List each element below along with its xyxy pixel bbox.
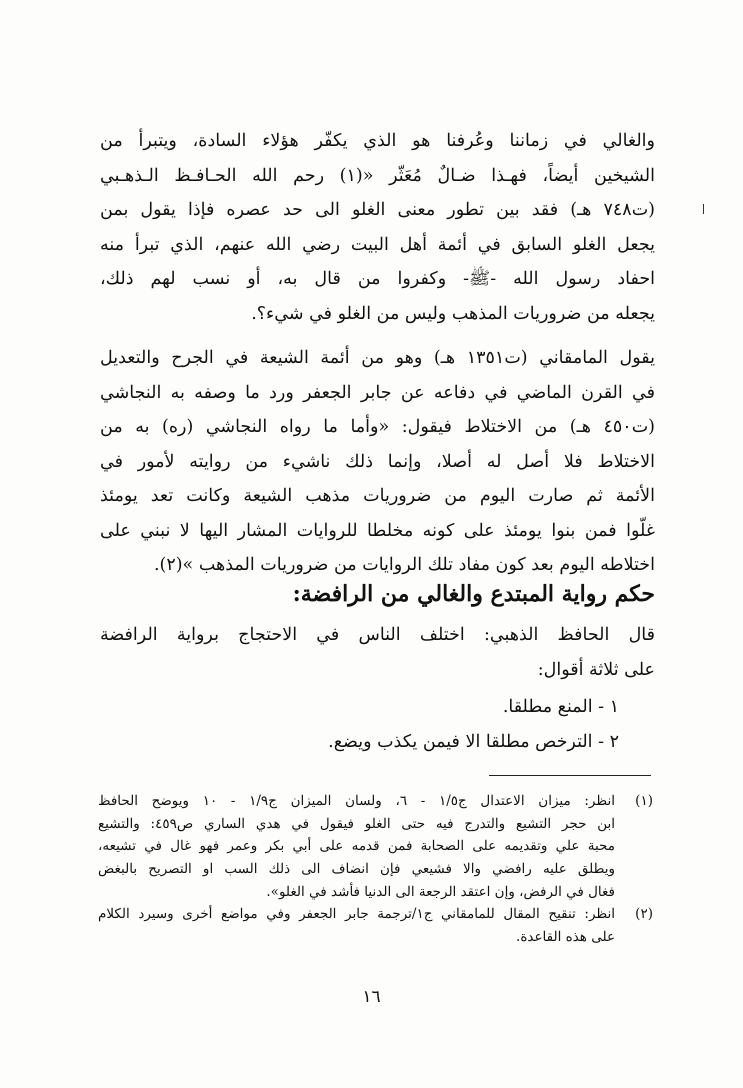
paragraph-line: الشيخين أيضاً، فهـذا ضـالٌ مُعَثّر «(١) رحم الله الحـافـظ الـذهـبي <box>100 165 655 186</box>
footnote-line: محبة علي وتقديمه على الصحابة فمن قدمه على أبي بكر وعمر فهو غال في تشيعه، <box>98 838 615 855</box>
paragraph-line: في القرن الماضي في دفاعه عن جابر الجعفر ورد ما وصفه به النجاشي <box>100 382 655 403</box>
footnote-2 <box>98 903 653 948</box>
paragraph-line: الأئمة ثم صارت اليوم من ضروريات مذهب الشيعة وكانت تعد يومئذ <box>100 486 655 506</box>
footnote-line: على هذه القاعدة. <box>516 929 615 946</box>
paragraph-line: احفاد رسول الله -ﷺ- وكفروا من قال به، أو نسب لهم ذلك، <box>100 269 655 289</box>
footnote-marker: (١) <box>635 793 653 809</box>
section-heading: حكم رواية المبتدع والغالي من الرافضة: <box>292 581 655 607</box>
opinions-list <box>100 690 655 759</box>
footnote-separator <box>489 775 651 776</box>
paragraph-line: الاختلاط فلا أصل له أصلا، وإنما ذلك ناشيء من روايته لأمور في <box>100 451 655 472</box>
footnote-line: ابن حجر التشيع والتدرج فيه حتى الغلو فيقول في هدي الساري ص٤٥٩: والتشيع <box>98 815 615 832</box>
list-item: ٢ - الترخص مطلقا الا فيمن يكذب ويضع. <box>328 731 619 752</box>
footnote-1 <box>98 790 653 903</box>
paragraph-2 <box>100 341 655 583</box>
page-number: ١٦ <box>362 987 381 1007</box>
paragraph-line: (ت٧٤٨ هـ) فقد بين تطور معنى الغلو الى حد عصره فإذا يقول بمن <box>100 200 655 220</box>
paragraph-line: قال الحافظ الذهبي: اختلف الناس في الاحتجاج برواية الرافضة <box>100 625 655 645</box>
paragraph-line: غلّوا فمن بنوا يومئذ على كونه مخلطا للروايات المشار اليها لا نبني على <box>100 520 655 541</box>
paragraph-line: (ت٤٥٠ هـ) من الاختلاط فيقول: «وأما ما رواه النجاشي (ره) به من <box>100 417 655 437</box>
list-item: ١ - المنع مطلقا. <box>502 697 619 717</box>
footnote-line: انظر: تنقيح المقال للمامقاني ج١/ترجمة جابر الجعفر وفي مواضع أخرى وسيرد الكلام <box>98 906 615 923</box>
paragraph-line: يجعل الغلو السابق في أئمة أهل البيت رضي الله عنهم، الذي تبرأ منه <box>100 234 655 255</box>
paragraph-line: اختلاطه اليوم بعد كون مفاد تلك الروايات من ضروريات المذهب »(٢). <box>153 555 655 575</box>
paragraph-1 <box>100 124 655 331</box>
footnotes <box>98 790 653 949</box>
paragraph-line: يقول المامقاني (ت١٣٥١ هـ) وهو من أئمة الشيعة في الجرح والتعديل <box>100 348 655 368</box>
paragraph-line: يجعله من ضروريات المذهب وليس من الغلو في شيء؟. <box>251 303 655 324</box>
footnote-line: انظر: ميزان الاعتدال ج١/٥ - ٦، ولسان الميزان ج١/٩ - ١٠ ويوضح الحافظ <box>98 793 615 809</box>
margin-mark <box>703 204 704 214</box>
paragraph-line: على ثلاثة أقوال: <box>537 659 655 680</box>
paragraph-line: والغالي في زماننا وعُرفنا هو الذي يكفّر هؤلاء السادة، ويتبرأ من <box>100 131 655 151</box>
paragraph-3 <box>100 618 655 687</box>
footnote-line: ويطلق عليه رافضي والا فشيعي فإن انضاف الى ذلك السب او التصريح بالبغض <box>98 861 615 878</box>
footnote-line: فغال في الرفض، وإن اعتقد الرجعة الى الدنيا فأشد في الغلو». <box>266 883 615 900</box>
footnote-marker: (٢) <box>635 906 653 923</box>
